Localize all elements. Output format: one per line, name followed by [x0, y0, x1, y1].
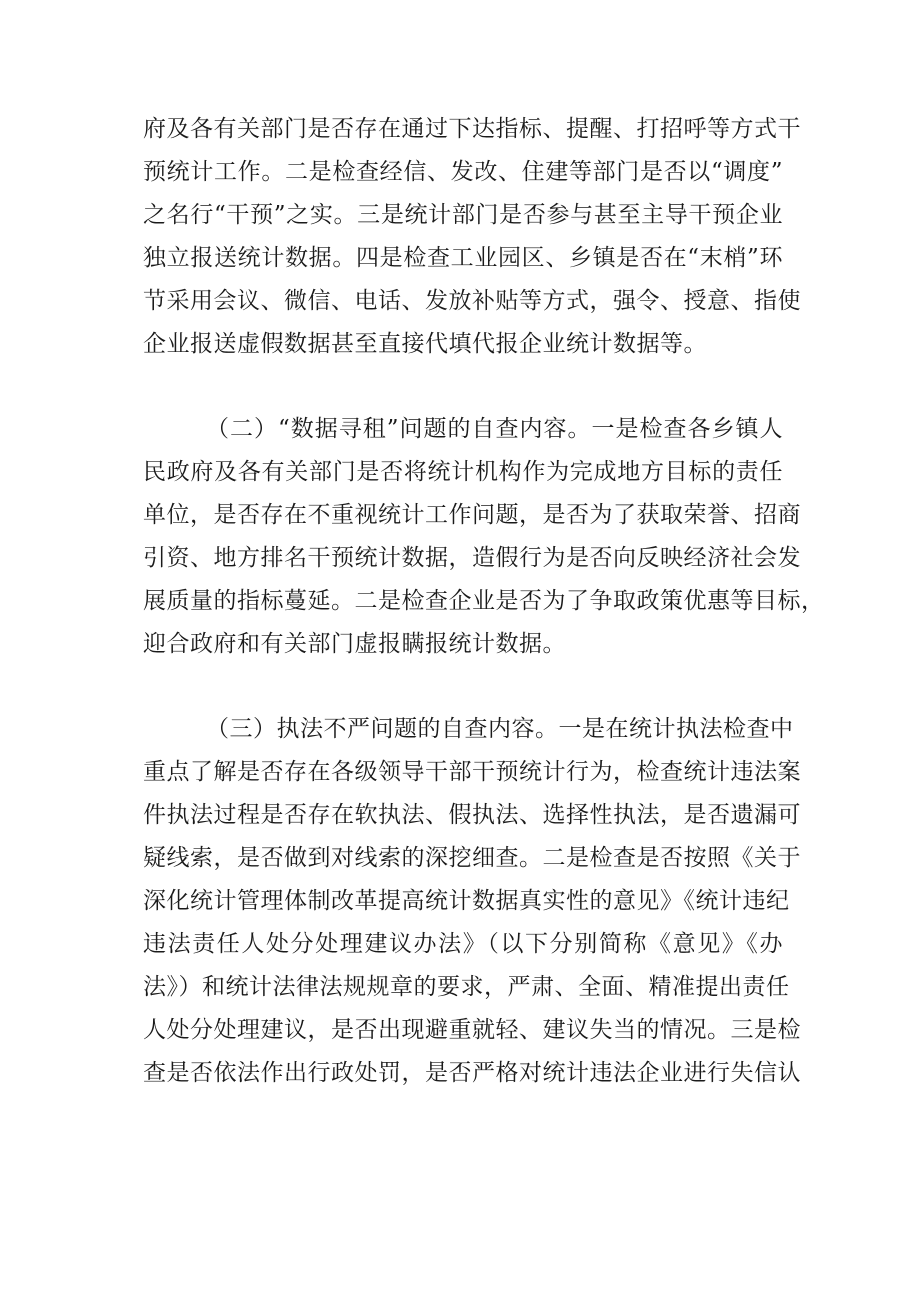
- paragraph-2-line-6: 迎合政府和有关部门虚报瞒报统计数据。: [143, 631, 566, 657]
- paragraph-2-line-2: 民政府及各有关部门是否将统计机构作为完成地方目标的责任: [143, 459, 783, 485]
- paragraph-3-line-6: 违法责任人处分处理建议办法》（以下分别简称《意见》《办: [143, 931, 783, 957]
- paragraph-3-line-2: 重点了解是否存在各级领导干部干预统计行为，检查统计违法案: [143, 759, 801, 785]
- paragraph-3-line-9: 查是否依法作出行政处罚，是否严格对统计违法企业进行失信认: [143, 1060, 801, 1086]
- paragraph-2-line-3: 单位，是否存在不重视统计工作问题，是否为了获取荣誉、招商: [143, 502, 801, 528]
- paragraph-1-line-6: 企业报送虚假数据甚至直接代填代报企业统计数据等。: [143, 331, 707, 357]
- paragraph-2-line-5: 展质量的指标蔓延。二是检查企业是否为了争取政策优惠等目标，: [143, 588, 825, 614]
- paragraph-3-line-7: 法》）和统计法律法规规章的要求，严肃、全面、精准提出责任: [143, 974, 790, 1000]
- paragraph-1-line-4: 独立报送统计数据。四是检查工业园区、乡镇是否在“末梢”环: [143, 245, 783, 271]
- paragraph-3-line-5: 深化统计管理体制改革提高统计数据真实性的意见》《统计违纪: [143, 888, 790, 914]
- paragraph-1-line-1: 府及各有关部门是否存在通过下达指标、提醒、打招呼等方式干: [143, 116, 801, 142]
- paragraph-1-line-5: 节采用会议、微信、电话、发放补贴等方式，强令、授意、指使: [143, 288, 801, 314]
- paragraph-3-line-4: 疑线索，是否做到对线索的深挖细查。二是检查是否按照《关于: [143, 845, 801, 871]
- paragraph-3-line-1: （三）执法不严问题的自查内容。一是在统计执法检查中: [206, 716, 794, 742]
- paragraph-2-line-1: （二）“数据寻租”问题的自查内容。一是检查各乡镇人: [206, 416, 783, 442]
- paragraph-1-line-2: 预统计工作。二是检查经信、发改、住建等部门是否以“调度”: [143, 159, 783, 185]
- paragraph-1-line-3: 之名行“干预”之实。三是统计部门是否参与甚至主导干预企业: [143, 202, 783, 228]
- paragraph-3-line-8: 人处分处理建议，是否出现避重就轻、建议失当的情况。三是检: [143, 1017, 801, 1043]
- paragraph-2-line-4: 引资、地方排名干预统计数据，造假行为是否向反映经济社会发: [143, 545, 801, 571]
- paragraph-3-line-3: 件执法过程是否存在软执法、假执法、选择性执法，是否遗漏可: [143, 802, 801, 828]
